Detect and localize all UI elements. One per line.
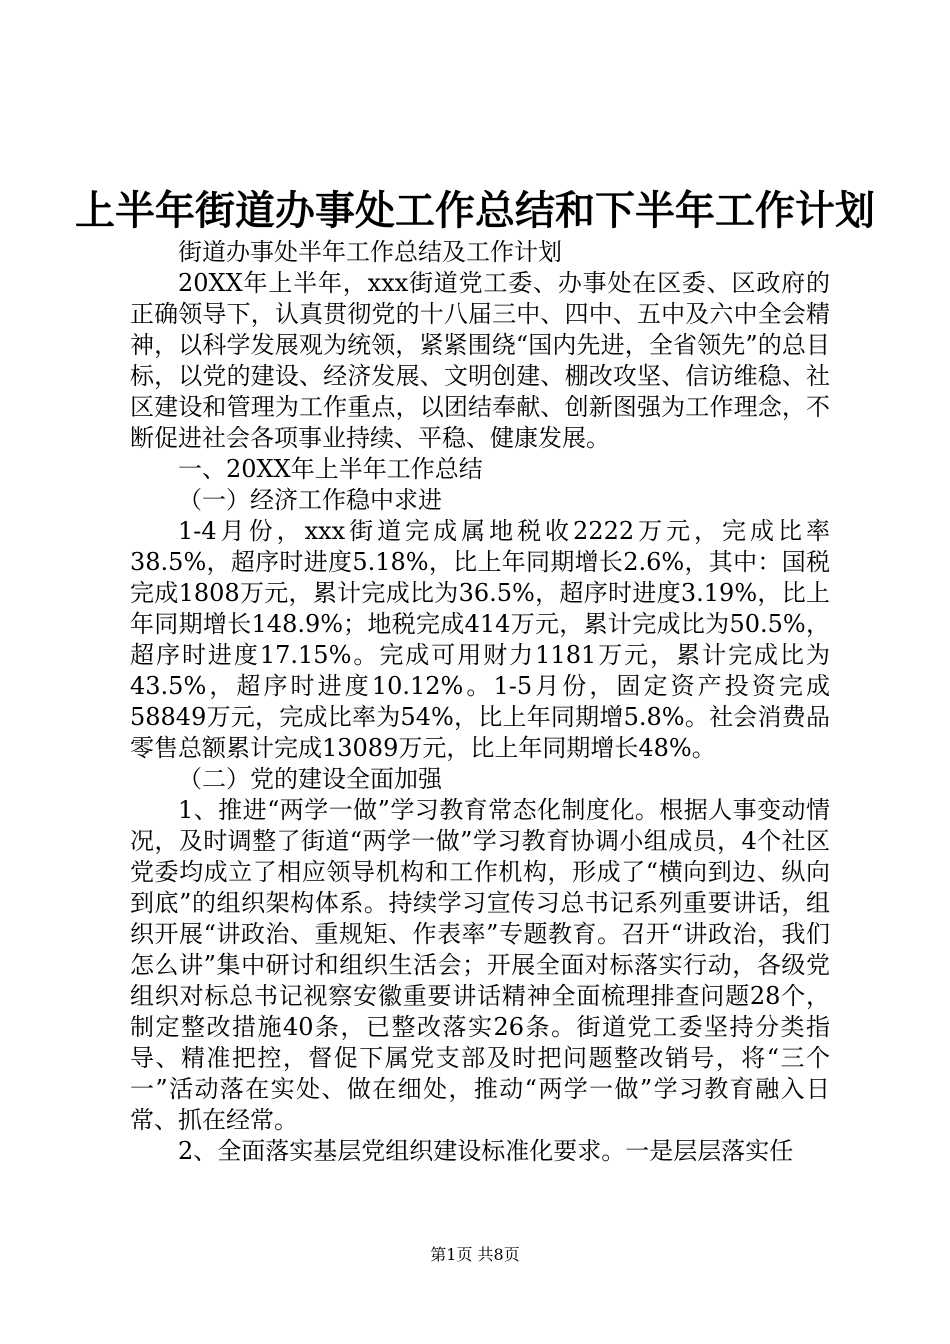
economy-paragraph: 1-4月份，xxx街道完成属地税收2222万元，完成比率38.5%，超序时进度5.18%，比上年同期增长2.6%，其中：国税完成1808万元，累计完成比为36.5%，超序时进度3.19%，比上年同期增长148.9%；地税完成414万元，累计完成比为50.5%，超序时进度17.15%。完成可用财力1181万元，累计完成比为43.5%，超序时进度10.12%。1-5月份，固定资产投资完成58849万元，完成比率为54%，比上年同期增5.8%。社会消费品零售总额累计完成13089万元，比上年同期增长48%。 xyxy=(130,517,830,762)
party-paragraph-1: 1、推进“两学一做”学习教育常态化制度化。根据人事变动情况，及时调整了街道“两学一做”学习教育协调小组成员，4个社区党委均成立了相应领导机构和工作机构，形成了“横向到边、纵向到底”的组织架构体系。持续学习宣传习总书记系列重要讲话，组织开展“讲政治、重规矩、作表率”专题教育。召开“讲政治，我们怎么讲”集中研讨和组织生活会；开展全面对标落实行动，各级党组织对标总书记视察安徽重要讲话精神全面梳理排查问题28个，制定整改措施40条，已整改落实26条。街道党工委坚持分类指导、精准把控，督促下属党支部及时把问题整改销号，将“三个一”活动落在实处、做在细处，推动“两学一做”学习教育融入日常、抓在经常。 xyxy=(130,796,830,1134)
section-heading: 一、20XX年上半年工作总结 xyxy=(178,455,483,483)
intro-paragraph: 20XX年上半年，xxx街道党工委、办事处在区委、区政府的正确领导下，认真贯彻党的十八届三中、四中、五中及六中全会精神，以科学发展观为统领，紧紧围绕“国内先进，全省领先”的总目标，以党的建设、经济发展、文明创建、棚改攻坚、信访维稳、社区建设和管理为工作重点，以团结奉献、创新图强为工作理念，不断促进社会各项事业持续、平稳、健康发展。 xyxy=(130,269,830,452)
document-title: 上半年街道办事处工作总结和下半年工作计划 xyxy=(75,187,875,234)
document-body xyxy=(130,237,830,1167)
subsection-heading-party: （二）党的建设全面加强 xyxy=(178,765,442,793)
party-paragraph-2: 2、全面落实基层党组织建设标准化要求。一是层层落实任 xyxy=(178,1137,794,1165)
page-footer: 第1页 共8页 xyxy=(430,1245,520,1264)
subsection-heading-economy: （一）经济工作稳中求进 xyxy=(178,486,442,514)
subtitle-paragraph: 街道办事处半年工作总结及工作计划 xyxy=(178,238,562,266)
